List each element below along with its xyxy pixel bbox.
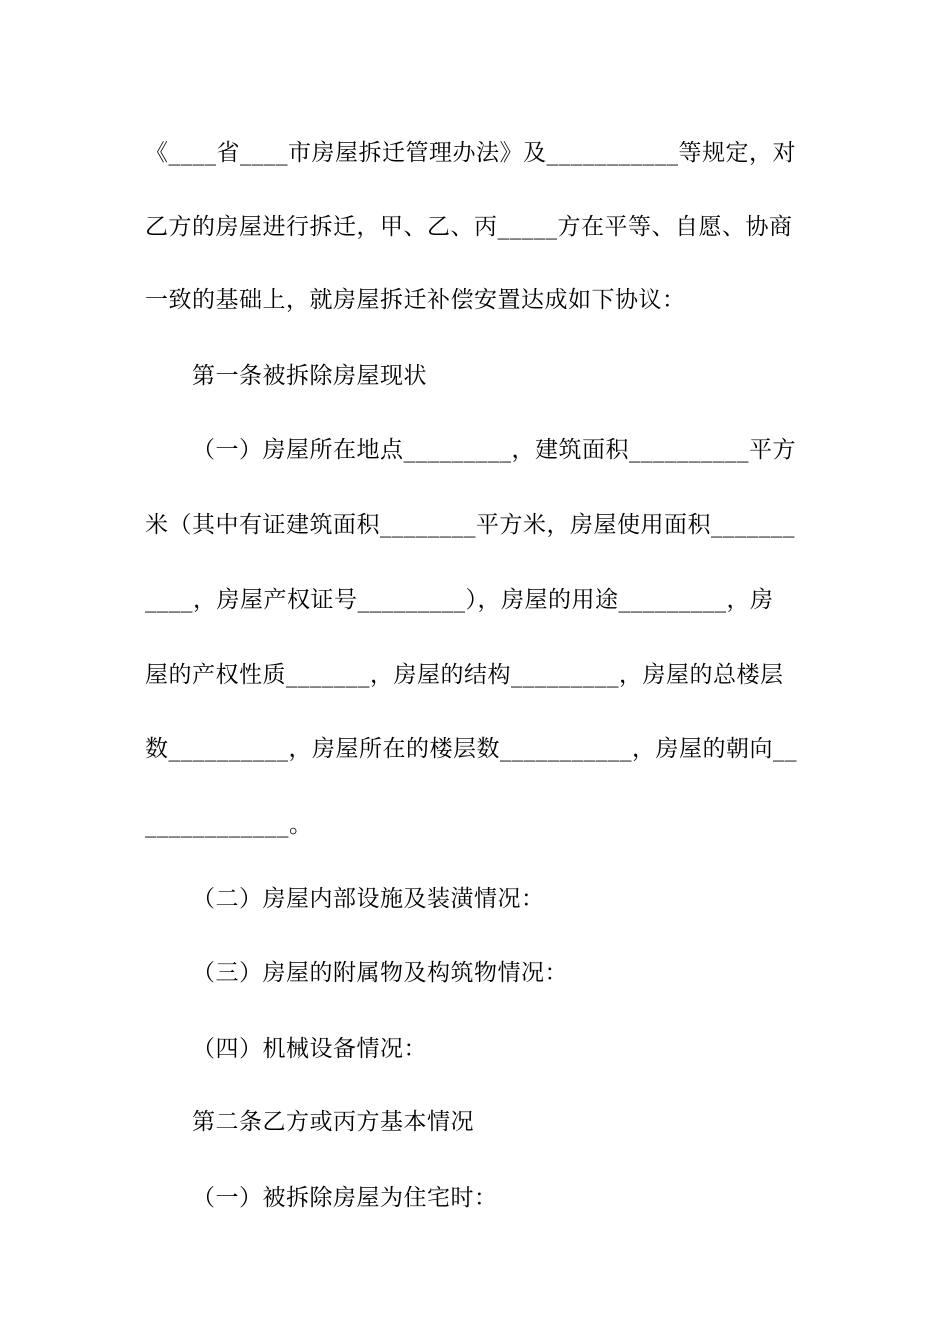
paragraph-line: ____________。 [145,812,313,838]
paragraph-line: 屋的产权性质_______，房屋的结构_________，房屋的总楼层 [145,662,784,688]
paragraph-line: ____，房屋产权证号_________），房屋的用途_________，房 [145,587,774,613]
paragraph-line: 数__________，房屋所在的楼层数___________，房屋的朝向__ [145,736,797,762]
paragraph-line: 米（其中有证建筑面积________平方米，房屋使用面积_______ [145,512,795,538]
paragraph-line: 乙方的房屋进行拆迁，甲、乙、丙_____方在平等、自愿、协商 [145,214,793,240]
section-item: （四）机械设备情况： [192,1036,427,1062]
section-item: （二）房屋内部设施及装潢情况： [192,886,545,912]
article-heading: 第二条乙方或丙方基本情况 [192,1109,474,1135]
paragraph-line: 一致的基础上，就房屋拆迁补偿安置达成如下协议： [145,287,686,313]
article-heading: 第一条被拆除房屋现状 [192,363,427,389]
paragraph-line: （一）房屋所在地点_________，建筑面积__________平方 [192,437,796,463]
paragraph-line: 《____省____市房屋拆迁管理办法》及___________等规定，对 [145,140,796,166]
section-item: （一）被拆除房屋为住宅时： [192,1185,498,1211]
section-item: （三）房屋的附属物及构筑物情况： [192,960,568,986]
